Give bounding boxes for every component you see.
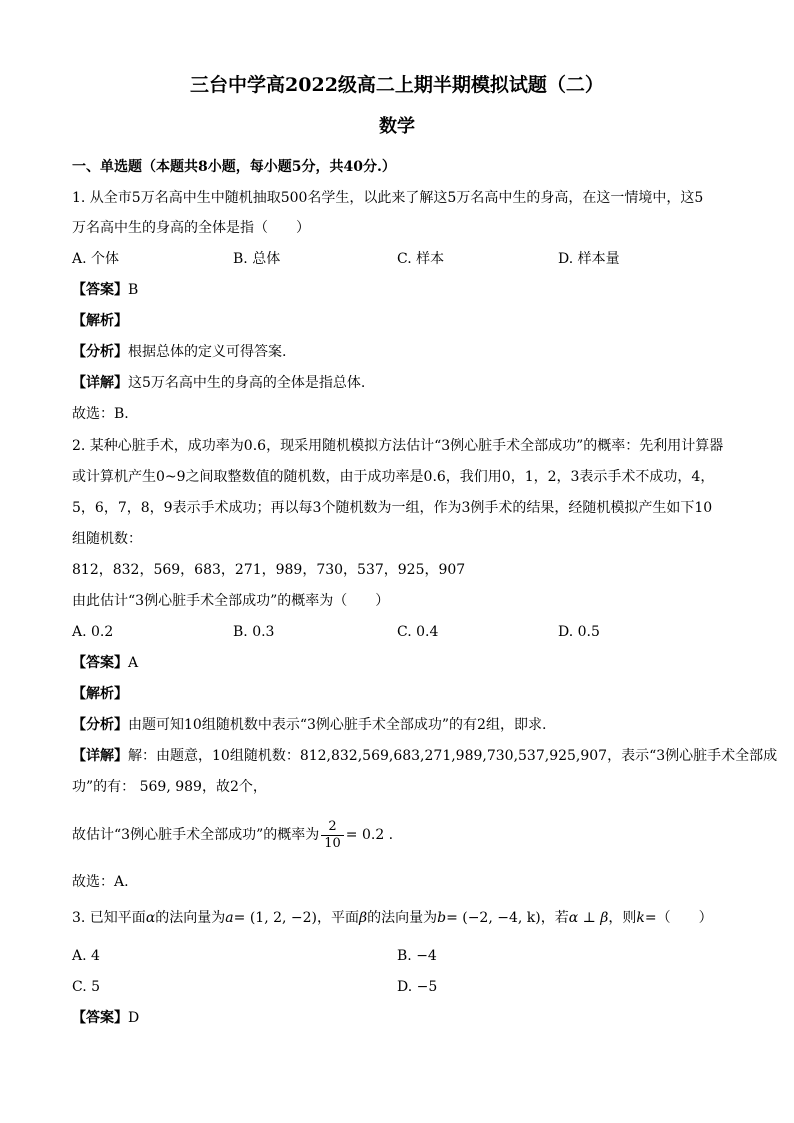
q1-conclusion: 故选：B. [72,406,129,422]
answer-value: A [128,655,139,671]
q2-fenxi [72,715,546,735]
xiangjie-text: 这5万名高中生的身高的全体是指总体. [128,375,366,391]
vector-a-value: = (1, 2, −2) [233,910,317,926]
vector-b-value: = (−2, −4, k) [446,910,541,926]
q2-xiangjie-line2: 功”的有： 569, 989，故2个， [72,779,267,795]
q2-option-a: A. 0.2 [72,624,114,640]
q2-xiangjie-line1 [72,746,777,766]
q1-option-d: D. 样本量 [558,251,620,267]
q1-fenxi [72,342,286,362]
q3-option-d: D. −5 [397,979,438,995]
q2-option-d: D. 0.5 [558,624,600,640]
q3-text: 的法向量为 [367,910,438,926]
q2-stem-line3: 5，6，7，8，9表示手术成功；再以每3个随机数为一组，作为3例手术的结果，经随机模拟产生如下10 [72,500,713,516]
q1-answer [72,280,138,300]
estimate-prefix: 故估计“3例心脏手术全部成功”的概率为 [72,827,320,843]
q2-stem-line4: 组随机数： [72,531,142,547]
fraction-numerator: 2 [321,819,344,836]
q3-stem [72,908,713,928]
q1-option-c: C. 样本 [397,251,445,267]
answer-value: D [128,1010,140,1026]
q2-stem-line2: 或计算机产生0~9之间取整数值的随机数，由于成功率是0.6，我们用0，1，2，3表示手术不成功，4， [72,469,715,485]
section-heading: 一、单选题（本题共8小题，每小题5分，共40分.） [72,159,396,175]
q1-stem-line2: 万名高中生的身高的全体是指（ ） [72,220,310,236]
perpendicular-condition: α ⊥ β [568,910,609,926]
vector-b-symbol: b [437,910,447,926]
q2-option-b: B. 0.3 [233,624,275,640]
q1-xiangjie [72,373,365,393]
q3-text: ，则 [608,910,637,926]
fraction-denominator: 10 [324,835,341,851]
xiangjie-tag: 【详解】 [72,375,128,391]
q1-option-b: B. 总体 [233,251,281,267]
q2-stem-line6: 由此估计“3例心脏手术全部成功”的概率为（ ） [72,593,390,609]
q1-stem-line1: 1. 从全市5万名高中生中随机抽取500名学生，以此来了解这5万名高中生的身高，在这一情境中，这5 [72,190,704,206]
answer-tag: 【答案】 [72,282,128,298]
q3-text: =（ ） [644,910,713,926]
xiangjie-text: 解：由题意，10组随机数：812,832,569,683,271,989,730,537,925,907，表示“3例心脏手术全部成 [128,748,778,764]
q3-text: 的法向量为 [155,910,226,926]
q2-answer [72,653,138,673]
q2-conclusion: 故选：A. [72,874,129,890]
document-subject: 数学 [379,116,415,137]
answer-value: B [128,282,139,298]
q1-option-a: A. 个体 [72,251,120,267]
q3-text: ，若 [540,910,569,926]
q3-text: 3. 已知平面 [72,910,146,926]
q3-text: ，平面 [317,910,359,926]
fenxi-text: 根据总体的定义可得答案. [128,344,287,360]
alpha-symbol: α [145,910,156,926]
q3-answer [72,1008,139,1028]
fenxi-text: 由题可知10组随机数中表示“3例心脏手术全部成功”的有2组，即求. [128,717,547,733]
q3-option-a: A. 4 [72,948,100,964]
q2-stem-line1: 2. 某种心脏手术，成功率为0.6，现采用随机模拟方法估计“3例心脏手术全部成功”的概率：先利用计算器 [72,438,724,454]
fenxi-tag: 【分析】 [72,344,128,360]
beta-symbol: β [359,910,368,926]
q3-option-b: B. −4 [397,948,437,964]
fraction [321,819,344,852]
q1-analysis-tag: 【解析】 [72,313,128,329]
answer-tag: 【答案】 [72,655,128,671]
document-title: 三台中学高2022级高二上期半期模拟试题（二） [190,74,604,96]
q2-analysis-tag: 【解析】 [72,686,128,702]
q2-random-numbers: 812，832，569，683，271，989，730，537，925，907 [72,562,466,578]
estimate-suffix: = 0.2 . [345,827,394,843]
q2-estimate [72,818,393,852]
answer-tag: 【答案】 [72,1010,128,1026]
vector-a-symbol: a [225,910,234,926]
q3-option-c: C. 5 [72,979,101,995]
xiangjie-tag: 【详解】 [72,748,128,764]
fenxi-tag: 【分析】 [72,717,128,733]
k-symbol: k [636,910,645,926]
q2-option-c: C. 0.4 [397,624,439,640]
